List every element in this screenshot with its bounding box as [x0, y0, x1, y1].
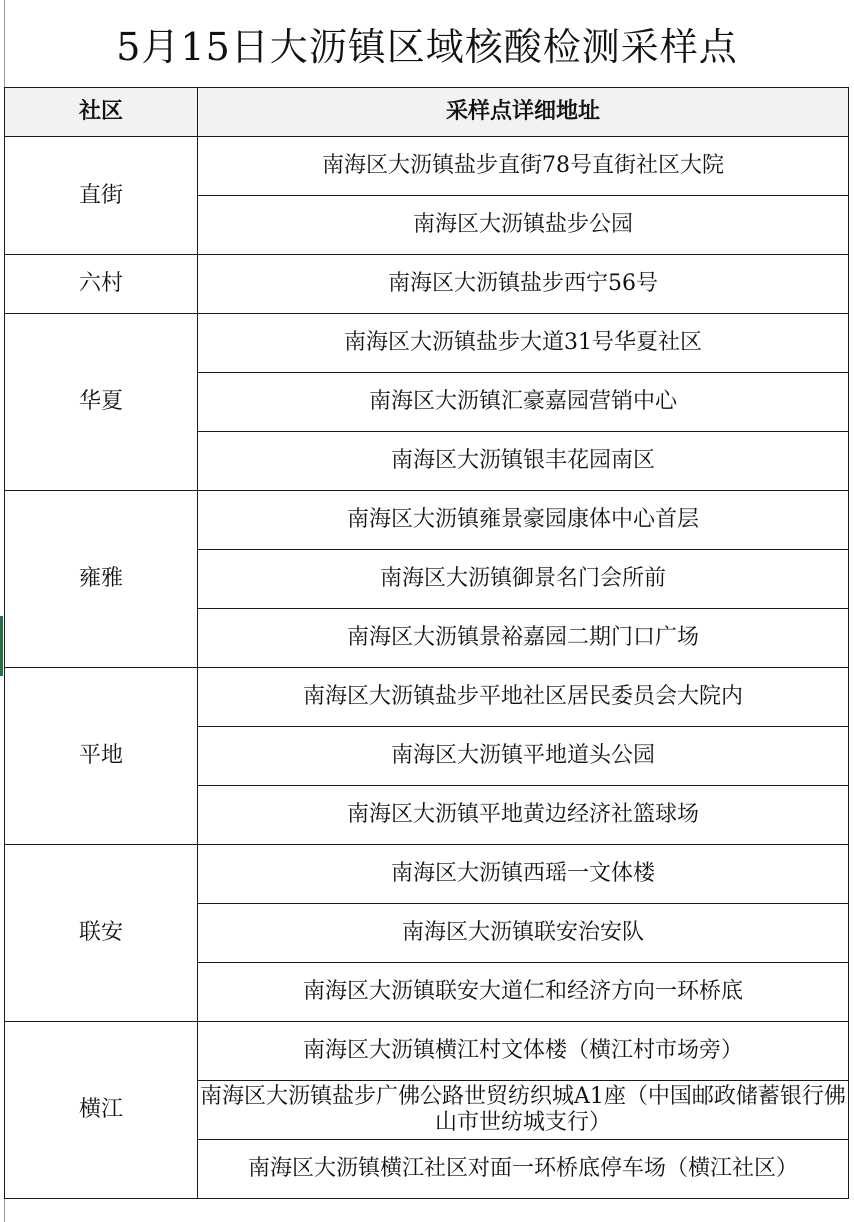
address-cell[interactable]: 南海区大沥镇盐步广佛公路世贸纺织城A1座（中国邮政储蓄银行佛山市世纺城支行）: [198, 1081, 849, 1140]
table-row: [5, 137, 849, 196]
address-cell[interactable]: 南海区大沥镇银丰花园南区: [198, 432, 849, 491]
column-header-address: 采样点详细地址: [198, 88, 849, 137]
community-cell[interactable]: 联安: [5, 845, 198, 1022]
community-cell[interactable]: 雍雅: [5, 491, 198, 668]
community-cell[interactable]: 直街: [5, 137, 198, 255]
address-cell[interactable]: 南海区大沥镇平地道头公园: [198, 727, 849, 786]
address-cell[interactable]: 南海区大沥镇联安治安队: [198, 904, 849, 963]
address-cell[interactable]: 南海区大沥镇雍景豪园康体中心首层: [198, 491, 849, 550]
table-row: [5, 1022, 849, 1081]
community-cell[interactable]: 横江: [5, 1022, 198, 1199]
selection-marker: [0, 616, 3, 676]
sampling-sites-table: [4, 87, 849, 1199]
community-cell[interactable]: 平地: [5, 668, 198, 845]
address-cell[interactable]: 南海区大沥镇横江村文体楼（横江村市场旁）: [198, 1022, 849, 1081]
community-cell[interactable]: 六村: [5, 255, 198, 314]
page-title: 5月15日大沥镇区域核酸检测采样点: [116, 24, 738, 69]
address-cell[interactable]: 南海区大沥镇盐步大道31号华夏社区: [198, 314, 849, 373]
table-row: [5, 255, 849, 314]
table-row: [5, 491, 849, 550]
address-cell[interactable]: 南海区大沥镇盐步西宁56号: [198, 255, 849, 314]
address-cell[interactable]: 南海区大沥镇汇豪嘉园营销中心: [198, 373, 849, 432]
column-header-community: 社区: [5, 88, 198, 137]
address-cell[interactable]: 南海区大沥镇横江社区对面一环桥底停车场（横江社区）: [198, 1140, 849, 1199]
community-cell[interactable]: 华夏: [5, 314, 198, 491]
table-row: [5, 668, 849, 727]
table-body: [5, 137, 849, 1199]
table-row: [5, 845, 849, 904]
address-cell[interactable]: 南海区大沥镇盐步平地社区居民委员会大院内: [198, 668, 849, 727]
address-cell[interactable]: 南海区大沥镇联安大道仁和经济方向一环桥底: [198, 963, 849, 1022]
table-row: [5, 314, 849, 373]
table-header-row: [5, 88, 849, 137]
address-cell[interactable]: 南海区大沥镇盐步公园: [198, 196, 849, 255]
address-cell[interactable]: 南海区大沥镇平地黄边经济社篮球场: [198, 786, 849, 845]
address-cell[interactable]: 南海区大沥镇景裕嘉园二期门口广场: [198, 609, 849, 668]
address-cell[interactable]: 南海区大沥镇御景名门会所前: [198, 550, 849, 609]
address-cell[interactable]: 南海区大沥镇盐步直街78号直街社区大院: [198, 137, 849, 196]
address-cell[interactable]: 南海区大沥镇西瑶一文体楼: [198, 845, 849, 904]
